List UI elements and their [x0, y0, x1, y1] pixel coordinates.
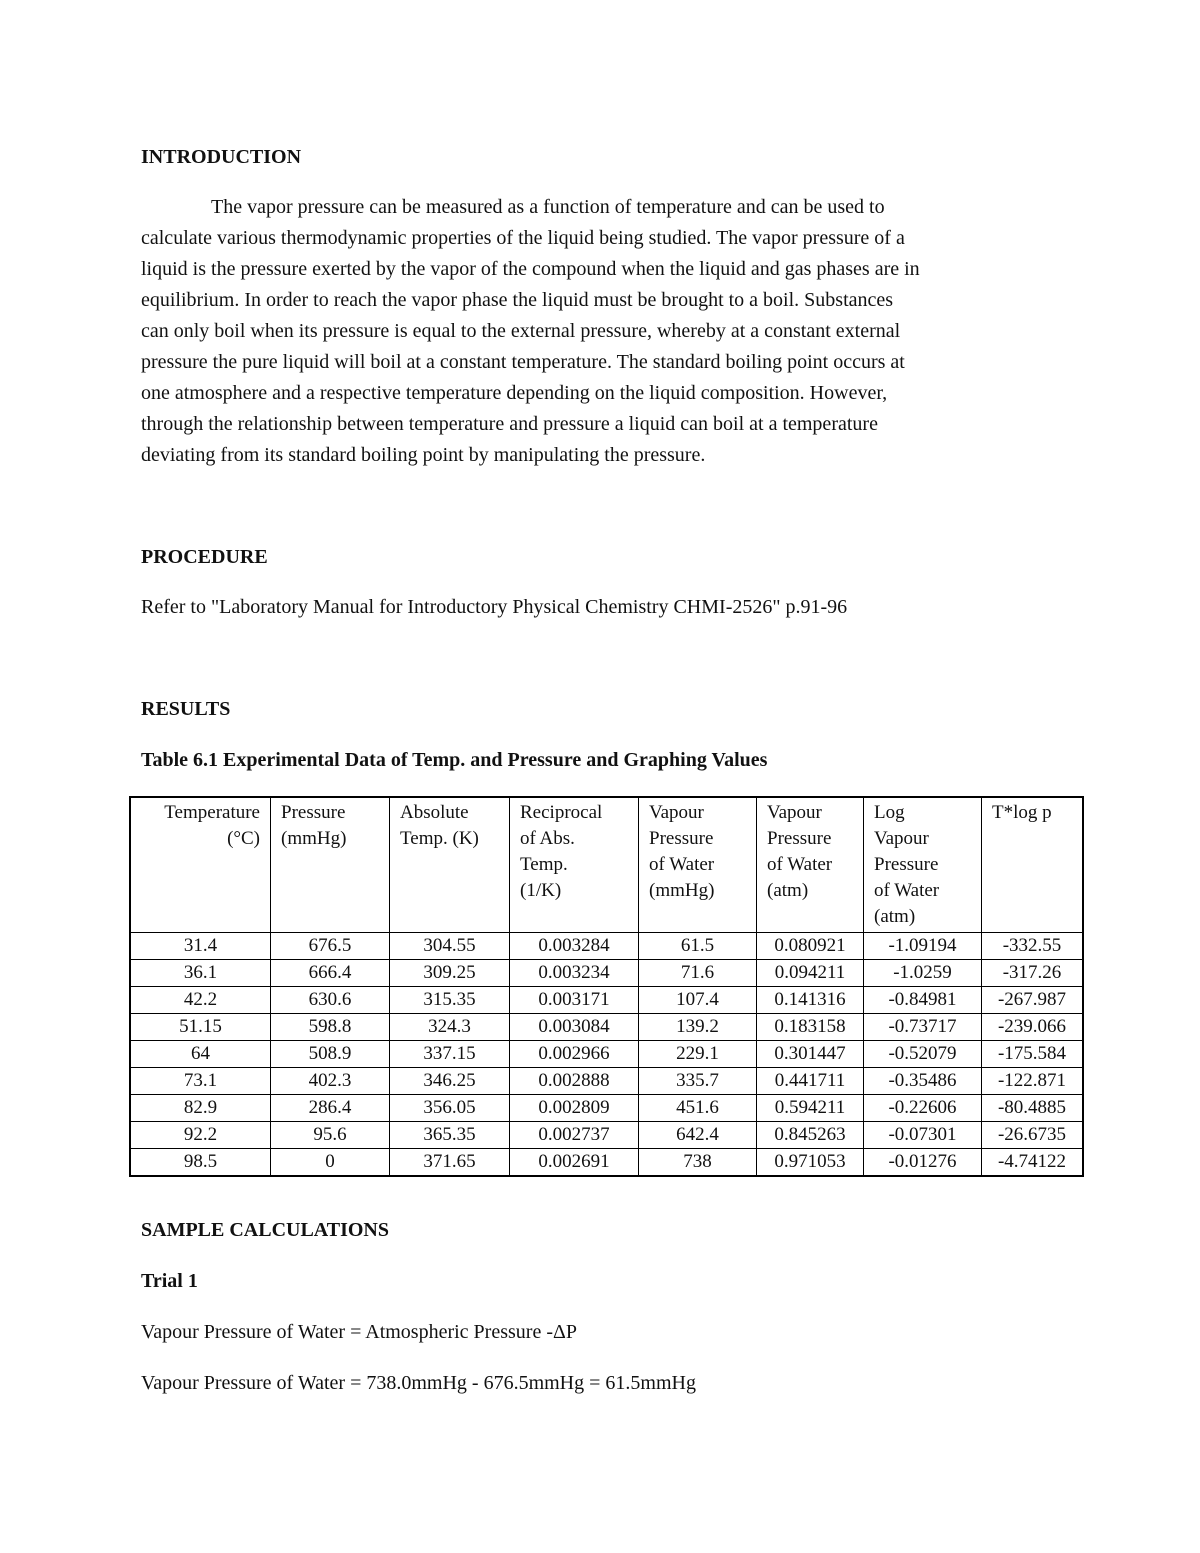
table-cell: -332.55 — [982, 933, 1084, 960]
table-cell: 0.002737 — [510, 1122, 639, 1149]
table-row — [130, 933, 1083, 960]
table-cell: 98.5 — [130, 1149, 271, 1177]
table-cell: 0.441711 — [757, 1068, 864, 1095]
table-cell: 304.55 — [390, 933, 510, 960]
table-cell: 0.002888 — [510, 1068, 639, 1095]
table-cell: 64 — [130, 1041, 271, 1068]
table-title: Table 6.1 Experimental Data of Temp. and Pressure and Graphing Values — [141, 749, 768, 771]
table-cell: 51.15 — [130, 1014, 271, 1041]
table-cell: 0.094211 — [757, 960, 864, 987]
table-cell: -0.73717 — [864, 1014, 982, 1041]
table-cell: 0.845263 — [757, 1122, 864, 1149]
table-cell: 309.25 — [390, 960, 510, 987]
table-cell: 0.002809 — [510, 1095, 639, 1122]
table-row — [130, 1095, 1083, 1122]
table-row — [130, 1149, 1083, 1177]
table-cell: 365.35 — [390, 1122, 510, 1149]
table-cell: -175.584 — [982, 1041, 1084, 1068]
table-cell: 666.4 — [271, 960, 390, 987]
table-cell: 324.3 — [390, 1014, 510, 1041]
header-pressure: Pressure (mmHg) — [271, 797, 390, 933]
table-cell: 630.6 — [271, 987, 390, 1014]
table-row — [130, 1068, 1083, 1095]
table-cell: -239.066 — [982, 1014, 1084, 1041]
table-cell: 286.4 — [271, 1095, 390, 1122]
paragraph-line: The vapor pressure can be measured as a function of temperature and can be used to — [211, 196, 885, 218]
table-row — [130, 1122, 1083, 1149]
table-cell: 356.05 — [390, 1095, 510, 1122]
table-cell: 82.9 — [130, 1095, 271, 1122]
paragraph-line: through the relationship between temperature and pressure a liquid can boil at a temperature — [141, 413, 878, 435]
table-cell: 95.6 — [271, 1122, 390, 1149]
paragraph-line: can only boil when its pressure is equal to the external pressure, whereby at a constant external — [141, 320, 901, 342]
table-cell: -1.09194 — [864, 933, 982, 960]
table-row — [130, 1014, 1083, 1041]
paragraph-line: deviating from its standard boiling point by manipulating the pressure. — [141, 444, 706, 466]
table-cell: -0.01276 — [864, 1149, 982, 1177]
table-cell: -0.52079 — [864, 1041, 982, 1068]
table-cell: 642.4 — [639, 1122, 757, 1149]
data-table — [129, 796, 1084, 1177]
table-cell: -0.35486 — [864, 1068, 982, 1095]
paragraph-line: one atmosphere and a respective temperature depending on the liquid composition. However, — [141, 382, 888, 404]
table-cell: 0.301447 — [757, 1041, 864, 1068]
header-vapour-pressure-mmhg: Vapour Pressure of Water (mmHg) — [639, 797, 757, 933]
table-cell: 71.6 — [639, 960, 757, 987]
table-cell: 31.4 — [130, 933, 271, 960]
table-row — [130, 987, 1083, 1014]
header-temperature: Temperature (°C) — [130, 797, 271, 933]
table-cell: 0.594211 — [757, 1095, 864, 1122]
table-cell: -26.6735 — [982, 1122, 1084, 1149]
table-cell: 92.2 — [130, 1122, 271, 1149]
calculation-example: Vapour Pressure of Water = 738.0mmHg - 676.5mmHg = 61.5mmHg — [141, 1372, 696, 1394]
table-cell: 229.1 — [639, 1041, 757, 1068]
table-cell: 36.1 — [130, 960, 271, 987]
table-cell: -0.22606 — [864, 1095, 982, 1122]
table-row — [130, 1041, 1083, 1068]
table-cell: -4.74122 — [982, 1149, 1084, 1177]
header-vapour-pressure-atm: Vapour Pressure of Water (atm) — [757, 797, 864, 933]
introduction-paragraph — [141, 192, 1071, 471]
table-cell: -267.987 — [982, 987, 1084, 1014]
table-cell: -122.871 — [982, 1068, 1084, 1095]
table-cell: -0.84981 — [864, 987, 982, 1014]
sample-calculations-heading: SAMPLE CALCULATIONS — [141, 1219, 389, 1241]
table-cell: 0.003171 — [510, 987, 639, 1014]
table-cell: 0.183158 — [757, 1014, 864, 1041]
paragraph-line: pressure the pure liquid will boil at a constant temperature. The standard boiling point occurs at — [141, 351, 905, 373]
table-cell: 337.15 — [390, 1041, 510, 1068]
table-cell: 139.2 — [639, 1014, 757, 1041]
table-cell: 0.002691 — [510, 1149, 639, 1177]
table-cell: 371.65 — [390, 1149, 510, 1177]
trial-heading: Trial 1 — [141, 1270, 198, 1292]
table-cell: 451.6 — [639, 1095, 757, 1122]
header-log-vapour-pressure: Log Vapour Pressure of Water (atm) — [864, 797, 982, 933]
calculation-formula: Vapour Pressure of Water = Atmospheric Pressure -ΔP — [141, 1321, 577, 1343]
table-cell: 0.141316 — [757, 987, 864, 1014]
table-cell: -1.0259 — [864, 960, 982, 987]
table-cell: 346.25 — [390, 1068, 510, 1095]
procedure-text: Refer to "Laboratory Manual for Introductory Physical Chemistry CHMI-2526" p.91-96 — [141, 596, 848, 618]
header-absolute-temp: Absolute Temp. (K) — [390, 797, 510, 933]
table-cell: 0.003234 — [510, 960, 639, 987]
table-body — [130, 933, 1083, 1177]
paragraph-line: calculate various thermodynamic properties of the liquid being studied. The vapor pressure of a — [141, 227, 905, 249]
table-cell: 0.003084 — [510, 1014, 639, 1041]
header-reciprocal-temp: Reciprocal of Abs. Temp. (1/K) — [510, 797, 639, 933]
table-row — [130, 960, 1083, 987]
table-cell: 107.4 — [639, 987, 757, 1014]
table-cell: -0.07301 — [864, 1122, 982, 1149]
table-cell: 61.5 — [639, 933, 757, 960]
table-cell: 598.8 — [271, 1014, 390, 1041]
table-cell: 73.1 — [130, 1068, 271, 1095]
paragraph-line: liquid is the pressure exerted by the vapor of the compound when the liquid and gas phases are in — [141, 258, 920, 280]
table-cell: 315.35 — [390, 987, 510, 1014]
table-cell: 42.2 — [130, 987, 271, 1014]
table-cell: 335.7 — [639, 1068, 757, 1095]
table-cell: 738 — [639, 1149, 757, 1177]
table-cell: -317.26 — [982, 960, 1084, 987]
paragraph-line: equilibrium. In order to reach the vapor phase the liquid must be brought to a boil. Substances — [141, 289, 894, 311]
table-cell: 0.080921 — [757, 933, 864, 960]
table-cell: 0.002966 — [510, 1041, 639, 1068]
introduction-heading: INTRODUCTION — [141, 146, 302, 168]
table-cell: 0.971053 — [757, 1149, 864, 1177]
header-t-log-p: T*log p — [982, 797, 1084, 933]
table-cell: 402.3 — [271, 1068, 390, 1095]
table-header-row — [130, 797, 1083, 933]
table-cell: 0 — [271, 1149, 390, 1177]
results-heading: RESULTS — [141, 698, 231, 720]
table-cell: 0.003284 — [510, 933, 639, 960]
table-cell: 676.5 — [271, 933, 390, 960]
procedure-heading: PROCEDURE — [141, 546, 268, 568]
table-cell: -80.4885 — [982, 1095, 1084, 1122]
table-cell: 508.9 — [271, 1041, 390, 1068]
